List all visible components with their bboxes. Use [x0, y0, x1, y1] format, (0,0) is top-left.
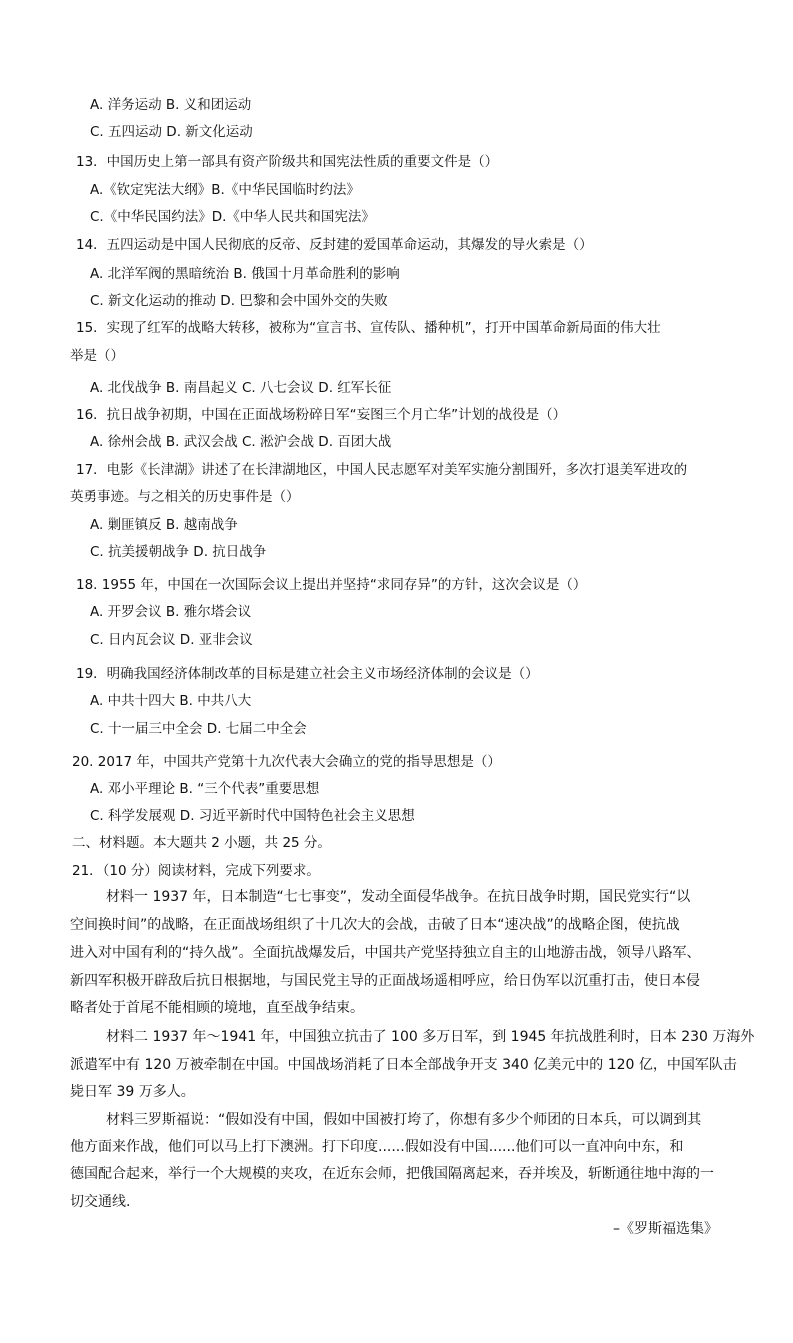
material-2-line-1: 材料二 1937 年～1941 年，中国独立抗击了 100 多万日军，到 1945 年抗战胜利时，日本 230 万海外: [106, 1029, 755, 1045]
q20-option-ab: A. 邓小平理论 B. “三个代表”重要思想: [90, 781, 320, 797]
q16-options: A. 徐州会战 B. 武汉会战 C. 淞沪会战 D. 百团大战: [90, 434, 392, 450]
question-14: 14．五四运动是中国人民彻底的反帝、反封建的爱国革命运动，其爆发的导火索是（）: [76, 237, 593, 253]
q19-option-ab: A. 中共十四大 B. 中共八大: [90, 693, 252, 709]
question-17-cont: 英勇事迹。与之相关的历史事件是（）: [70, 489, 300, 505]
q14-option-cd: C. 新文化运动的推动 D. 巴黎和会中国外交的失败: [90, 293, 388, 309]
material-3-line-2: 他方面来作战，他们可以马上打下澳洲。打下印度......假如没有中国......他们可以一直冲向中东，和: [70, 1139, 684, 1155]
q14-option-ab: A. 北洋军阀的黑暗统治 B. 俄国十月革命胜利的影响: [90, 266, 400, 282]
material-2-line-3: 毙日军 39 万多人。: [70, 1084, 195, 1100]
q18-option-ab: A. 开罗会议 B. 雅尔塔会议: [90, 604, 252, 620]
q20-option-cd: C. 科学发展观 D. 习近平新时代中国特色社会主义思想: [90, 808, 415, 824]
material-3-line-3: 德国配合起来，举行一个大规模的夹攻，在近东会师，把俄国隔离起来，吞并埃及，斩断通往地中海的一: [70, 1166, 714, 1182]
material-3-line-1: 材料三罗斯福说：“假如没有中国，假如中国被打垮了，你想有多少个师团的日本兵，可以调到其: [106, 1112, 702, 1128]
question-15: 15．实现了红军的战略大转移，被称为“宣言书、宣传队、播种机”，打开中国革命新局面的伟大壮: [76, 320, 661, 336]
q12-option-cd: C. 五四运动 D. 新文化运动: [90, 124, 253, 140]
q18-option-cd: C. 日内瓦会议 D. 亚非会议: [90, 632, 253, 648]
question-18: 18. 1955 年，中国在一次国际会议上提出并坚持“求同存异”的方针，这次会议是（）: [76, 577, 587, 593]
q15-options: A. 北伐战争 B. 南昌起义 C. 八七会议 D. 红军长征: [90, 380, 392, 396]
q13-option-ab: A.《钦定宪法大纲》B.《中华民国临时约法》: [90, 182, 360, 198]
q13-option-cd: C.《中华民国约法》D.《中华人民共和国宪法》: [90, 209, 375, 225]
question-15-cont: 举是（）: [70, 348, 124, 364]
material-1-line-2: 空间换时间”的战略，在正面战场组织了十几次大的会战，击破了日本“速决战”的战略企图，使抗战: [70, 917, 680, 933]
material-1-line-1: 材料一 1937 年，日本制造“七七事变”，发动全面侵华战争。在抗日战争时期，国民党实行“以: [106, 889, 691, 905]
source-citation: –《罗斯福选集》: [613, 1221, 718, 1237]
section-heading: 二、材料题。本大题共 2 小题，共 25 分。: [72, 835, 331, 851]
material-3-line-4: 切交通线.: [70, 1194, 131, 1210]
q19-option-cd: C. 十一届三中全会 D. 七届二中全会: [90, 721, 307, 737]
question-13: 13．中国历史上第一部具有资产阶级共和国宪法性质的重要文件是（）: [76, 154, 499, 170]
question-20: 20. 2017 年，中国共产党第十九次代表大会确立的党的指导思想是（）: [72, 754, 501, 770]
question-19: 19．明确我国经济体制改革的目标是建立社会主义市场经济体制的会议是（）: [76, 666, 539, 682]
q17-option-cd: C. 抗美援朝战争 D. 抗日战争: [90, 544, 267, 560]
q12-option-ab: A. 洋务运动 B. 义和团运动: [90, 97, 252, 113]
material-1-line-3: 进入对中国有利的“持久战”。全面抗战爆发后，中国共产党坚持独立自主的山地游击战，领导八路军、: [70, 945, 701, 961]
material-2-line-2: 派遣军中有 120 万被牵制在中国。中国战场消耗了日本全部战争开支 340 亿美元中的 120 亿，中国军队击: [70, 1057, 737, 1073]
question-16: 16．抗日战争初期，中国在正面战场粉碎日军“妄图三个月亡华”计划的战役是（）: [76, 407, 567, 423]
question-21: 21．（10 分）阅读材料，完成下列要求。: [72, 863, 320, 879]
question-17: 17．电影《长津湖》讲述了在长津湖地区，中国人民志愿军对美军实施分割围歼，多次打退美军进攻的: [76, 462, 688, 478]
material-1-line-5: 略者处于首尾不能相顾的境地，直至战争结束。: [70, 1000, 364, 1016]
q17-option-ab: A. 剿匪镇反 B. 越南战争: [90, 517, 238, 533]
material-1-line-4: 新四军积极开辟敌后抗日根据地，与国民党主导的正面战场遥相呼应，给日伪军以沉重打击，使日本侵: [70, 973, 700, 989]
